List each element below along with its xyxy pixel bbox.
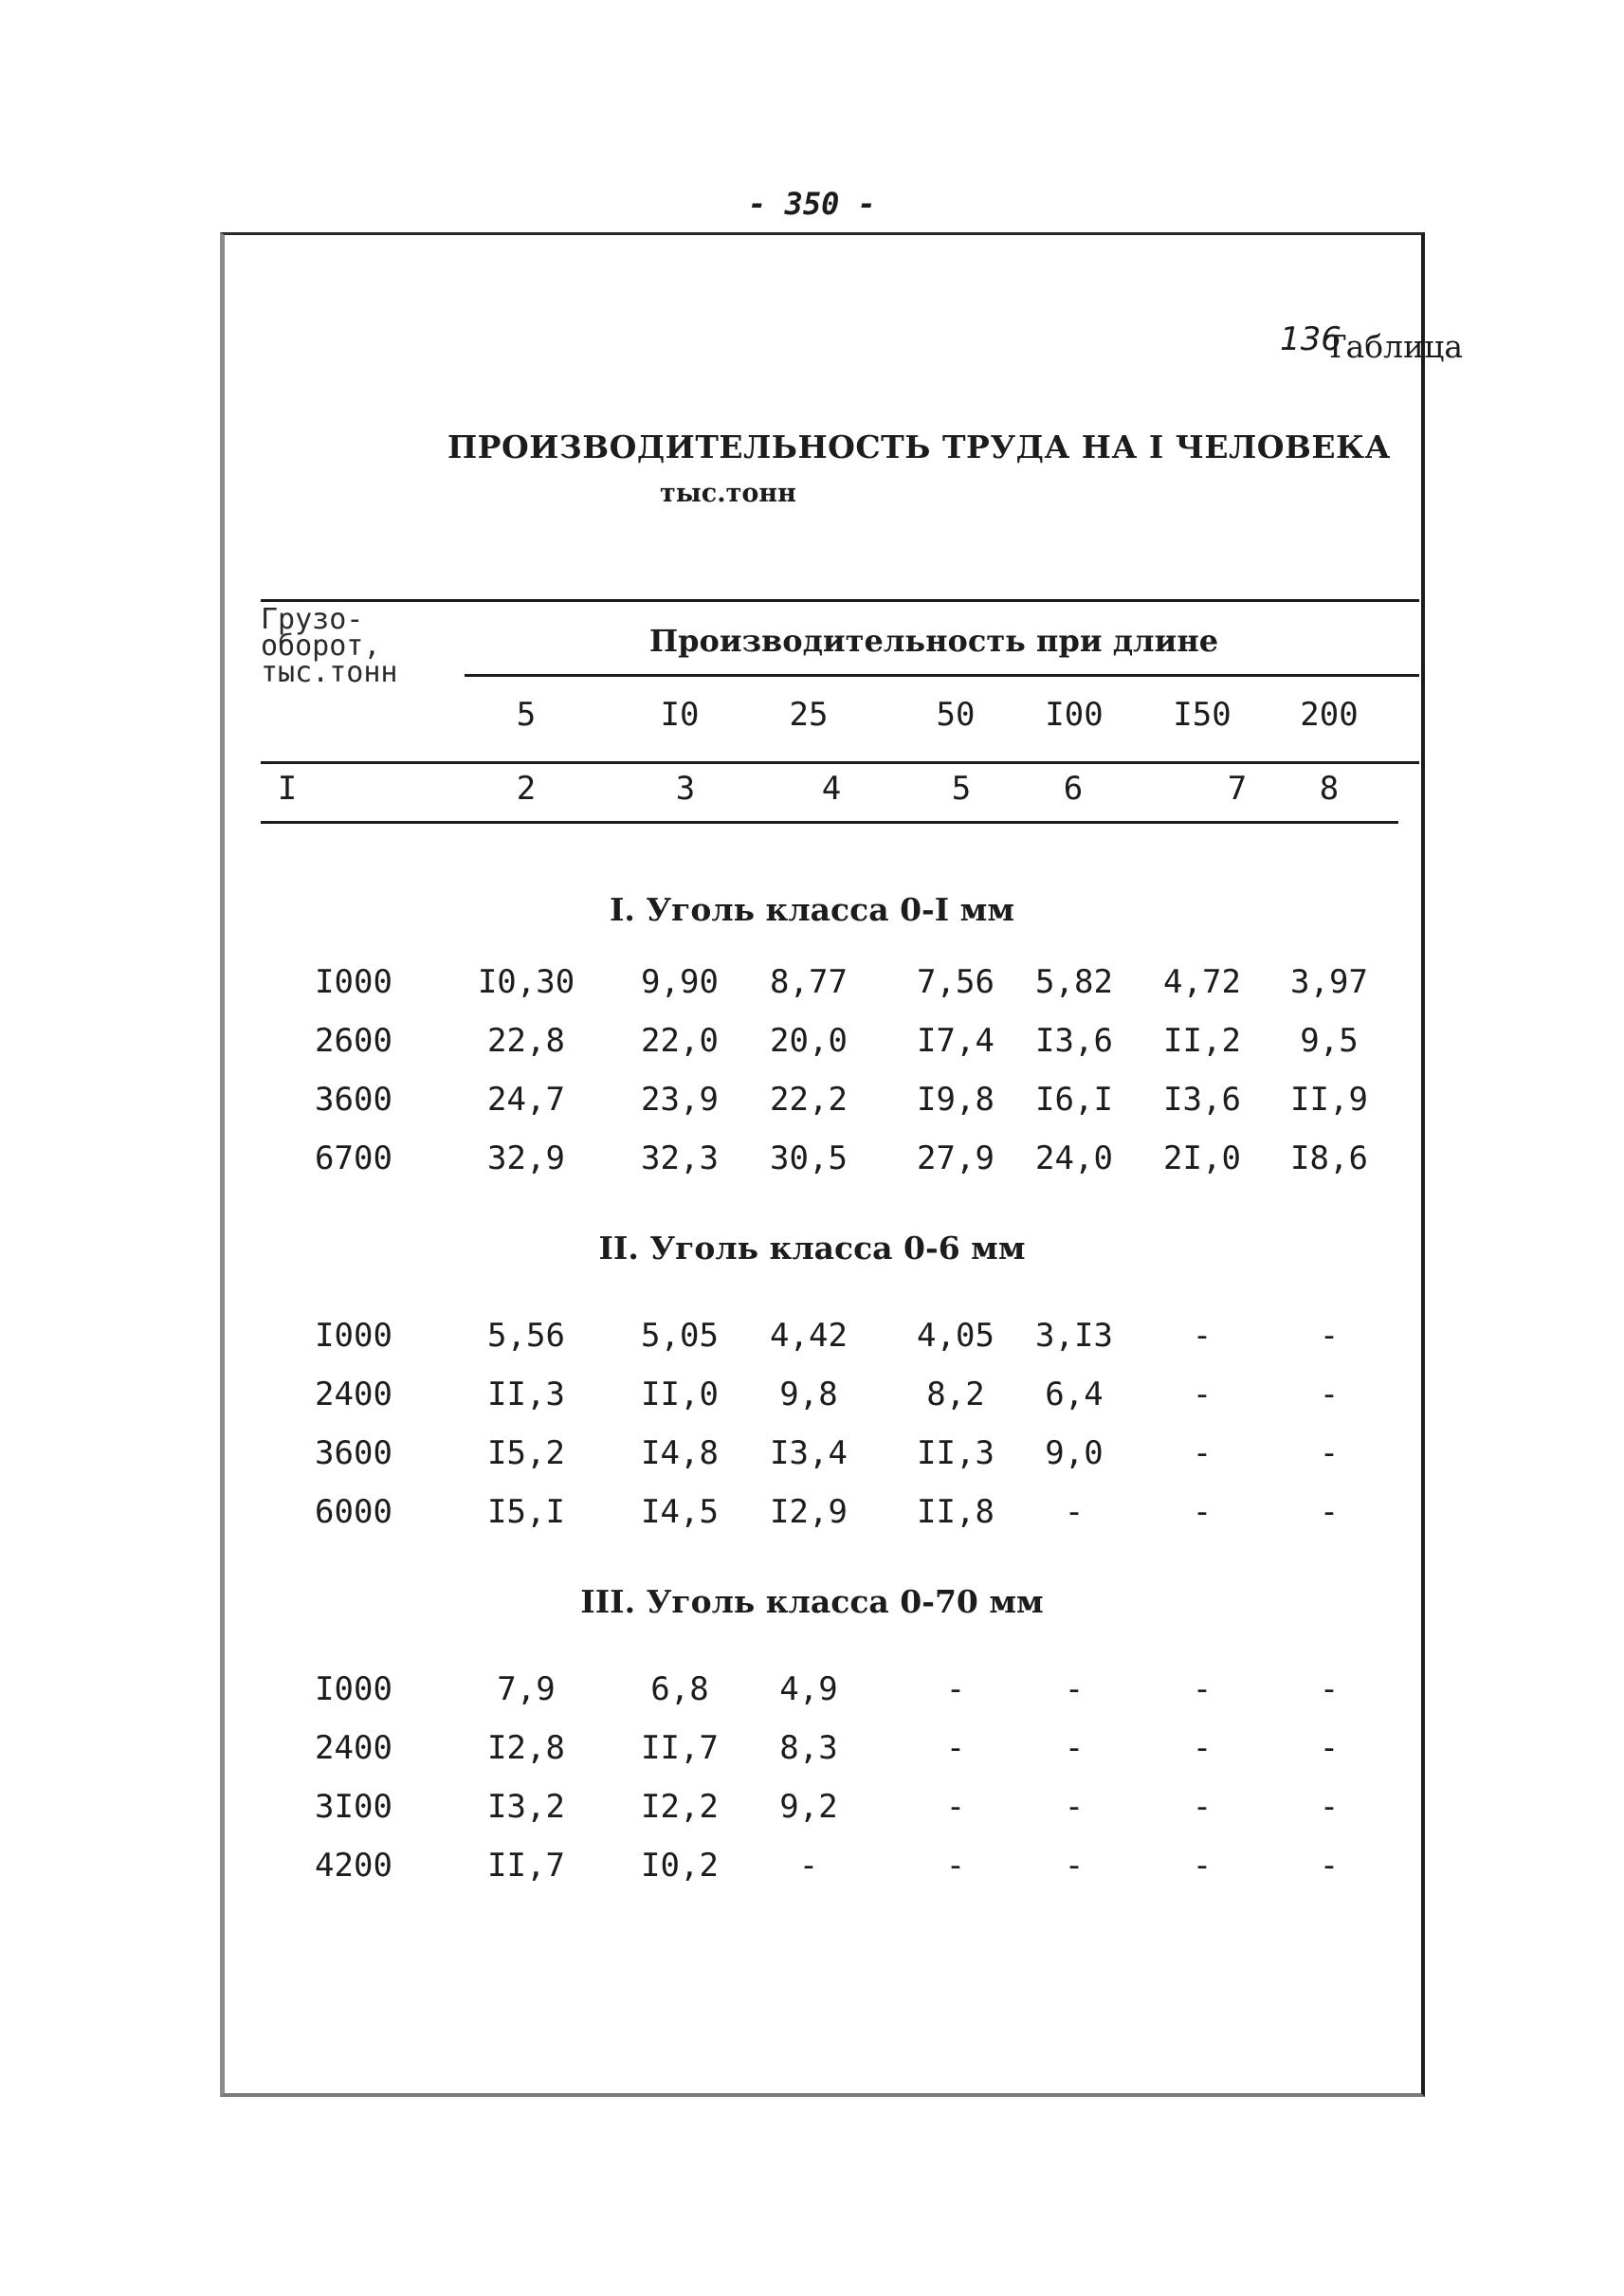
productivity-value: 4,42 — [770, 1317, 848, 1355]
productivity-value: - — [1192, 1434, 1213, 1472]
productivity-value: 6,8 — [650, 1670, 709, 1708]
column-number: 2 — [516, 770, 537, 808]
productivity-value: 8,3 — [779, 1729, 838, 1767]
productivity-value: I8,6 — [1290, 1139, 1368, 1177]
productivity-value: I0,2 — [641, 1847, 719, 1885]
column-number: 8 — [1319, 770, 1340, 808]
productivity-value: II,8 — [917, 1493, 994, 1531]
productivity-value: I5,2 — [487, 1434, 565, 1472]
productivity-value: I6,I — [1035, 1081, 1113, 1119]
productivity-value: 4,05 — [917, 1317, 994, 1355]
turnover-value: 2400 — [315, 1729, 392, 1767]
productivity-value: - — [945, 1788, 966, 1826]
productivity-value: 22,2 — [770, 1081, 848, 1119]
turnover-value: I000 — [315, 1317, 392, 1355]
productivity-value: I5,I — [487, 1493, 565, 1531]
productivity-value: 3,97 — [1290, 963, 1368, 1001]
turnover-value: I000 — [315, 1670, 392, 1708]
productivity-value: 8,77 — [770, 963, 848, 1001]
productivity-value: - — [1319, 1788, 1340, 1826]
turnover-value: 2400 — [315, 1376, 392, 1413]
column-number: 3 — [675, 770, 696, 808]
turnover-value: 3600 — [315, 1081, 392, 1119]
productivity-value: - — [1064, 1729, 1085, 1767]
productivity-value: - — [1192, 1729, 1213, 1767]
productivity-value: 22,0 — [641, 1022, 719, 1060]
turnover-value: 4200 — [315, 1847, 392, 1885]
productivity-value: - — [1319, 1376, 1340, 1413]
length-header: I50 — [1173, 696, 1232, 734]
productivity-value: - — [1192, 1847, 1213, 1885]
column-number: 6 — [1063, 770, 1084, 808]
productivity-value: 9,90 — [641, 963, 719, 1001]
productivity-value: 8,2 — [926, 1376, 985, 1413]
productivity-value: 24,0 — [1035, 1139, 1113, 1177]
column-number: 5 — [951, 770, 972, 808]
length-header: 200 — [1300, 696, 1359, 734]
section-title: III. Уголь класса 0-70 мм — [580, 1583, 1044, 1620]
productivity-value: 2I,0 — [1163, 1139, 1241, 1177]
column-number: 4 — [821, 770, 842, 808]
section-title: II. Уголь класса 0-6 мм — [598, 1230, 1026, 1266]
productivity-value: - — [1319, 1434, 1340, 1472]
rule-top — [261, 599, 1419, 602]
productivity-value: I0,30 — [477, 963, 575, 1001]
productivity-value: II,3 — [917, 1434, 994, 1472]
productivity-value: 5,82 — [1035, 963, 1113, 1001]
productivity-value: 4,72 — [1163, 963, 1241, 1001]
productivity-value: I2,9 — [770, 1493, 848, 1531]
productivity-value: 5,56 — [487, 1317, 565, 1355]
turnover-header-line: оборот, — [261, 629, 381, 663]
productivity-value: 22,8 — [487, 1022, 565, 1060]
turnover-column-header — [261, 603, 450, 689]
productivity-value: 9,5 — [1300, 1022, 1359, 1060]
turnover-value: 6700 — [315, 1139, 392, 1177]
productivity-value: - — [1319, 1317, 1340, 1355]
productivity-value: - — [1192, 1670, 1213, 1708]
turnover-header-line: тыс.тонн — [261, 656, 398, 689]
productivity-value: 9,8 — [779, 1376, 838, 1413]
length-header: 25 — [789, 696, 829, 734]
productivity-value: I7,4 — [917, 1022, 994, 1060]
productivity-value: - — [1064, 1847, 1085, 1885]
productivity-value: I4,5 — [641, 1493, 719, 1531]
productivity-value: 7,9 — [497, 1670, 556, 1708]
productivity-value: 9,2 — [779, 1788, 838, 1826]
productivity-value: 9,0 — [1045, 1434, 1104, 1472]
productivity-value: 5,05 — [641, 1317, 719, 1355]
productivity-value: II,3 — [487, 1376, 565, 1413]
productivity-value: 4,9 — [779, 1670, 838, 1708]
productivity-value: 7,56 — [917, 963, 994, 1001]
unit-label: тыс.тонн — [660, 479, 796, 508]
turnover-value: 3600 — [315, 1434, 392, 1472]
productivity-value: - — [1064, 1493, 1085, 1531]
table-label: Таблица — [1324, 328, 1463, 365]
productivity-value: I2,8 — [487, 1729, 565, 1767]
productivity-value: II,2 — [1163, 1022, 1241, 1060]
turnover-value: 3I00 — [315, 1788, 392, 1826]
rule-under-lengths — [261, 761, 1419, 764]
column-number: I — [277, 770, 298, 808]
productivity-value: - — [1192, 1788, 1213, 1826]
turnover-value: 6000 — [315, 1493, 392, 1531]
productivity-value: 27,9 — [917, 1139, 994, 1177]
length-header: I00 — [1045, 696, 1104, 734]
productivity-value: - — [1192, 1317, 1213, 1355]
page-number: - 350 - — [748, 186, 876, 222]
productivity-value: II,7 — [641, 1729, 719, 1767]
productivity-value: I9,8 — [917, 1081, 994, 1119]
productivity-value: - — [945, 1729, 966, 1767]
rule-under-group — [465, 674, 1419, 677]
productivity-value: - — [1064, 1788, 1085, 1826]
turnover-header-line: Грузо- — [261, 603, 364, 636]
turnover-value: I000 — [315, 963, 392, 1001]
productivity-value: 24,7 — [487, 1081, 565, 1119]
productivity-value: 32,9 — [487, 1139, 565, 1177]
productivity-value: 32,3 — [641, 1139, 719, 1177]
section-title: I. Уголь класса 0-I мм — [609, 891, 1015, 928]
productivity-value: - — [1319, 1729, 1340, 1767]
productivity-value: - — [1319, 1493, 1340, 1531]
productivity-value: II,9 — [1290, 1081, 1368, 1119]
length-header: 5 — [516, 696, 537, 734]
productivity-value: - — [1319, 1670, 1340, 1708]
productivity-value: I3,4 — [770, 1434, 848, 1472]
rule-under-numbering — [261, 821, 1398, 824]
productivity-value: II,7 — [487, 1847, 565, 1885]
productivity-value: - — [1064, 1670, 1085, 1708]
length-header: 50 — [936, 696, 976, 734]
productivity-value: I3,2 — [487, 1788, 565, 1826]
productivity-value: I2,2 — [641, 1788, 719, 1826]
productivity-value: 6,4 — [1045, 1376, 1104, 1413]
productivity-value: 23,9 — [641, 1081, 719, 1119]
productivity-value: 3,I3 — [1035, 1317, 1113, 1355]
productivity-value: II,0 — [641, 1376, 719, 1413]
productivity-value: - — [945, 1670, 966, 1708]
turnover-value: 2600 — [315, 1022, 392, 1060]
productivity-group-header: Производительность при длине — [648, 623, 1219, 659]
length-header: I0 — [660, 696, 700, 734]
productivity-value: I3,6 — [1035, 1022, 1113, 1060]
table-title: ПРОИЗВОДИТЕЛЬНОСТЬ ТРУДА НА I ЧЕЛОВЕКА — [447, 428, 1391, 465]
productivity-value: I3,6 — [1163, 1081, 1241, 1119]
productivity-value: - — [1192, 1376, 1213, 1413]
productivity-value: - — [1319, 1847, 1340, 1885]
table-number: 136 — [1280, 320, 1341, 358]
column-number: 7 — [1227, 770, 1248, 808]
productivity-value: - — [945, 1847, 966, 1885]
productivity-value: - — [798, 1847, 819, 1885]
productivity-value: 30,5 — [770, 1139, 848, 1177]
productivity-value: I4,8 — [641, 1434, 719, 1472]
productivity-value: 20,0 — [770, 1022, 848, 1060]
productivity-value: - — [1192, 1493, 1213, 1531]
